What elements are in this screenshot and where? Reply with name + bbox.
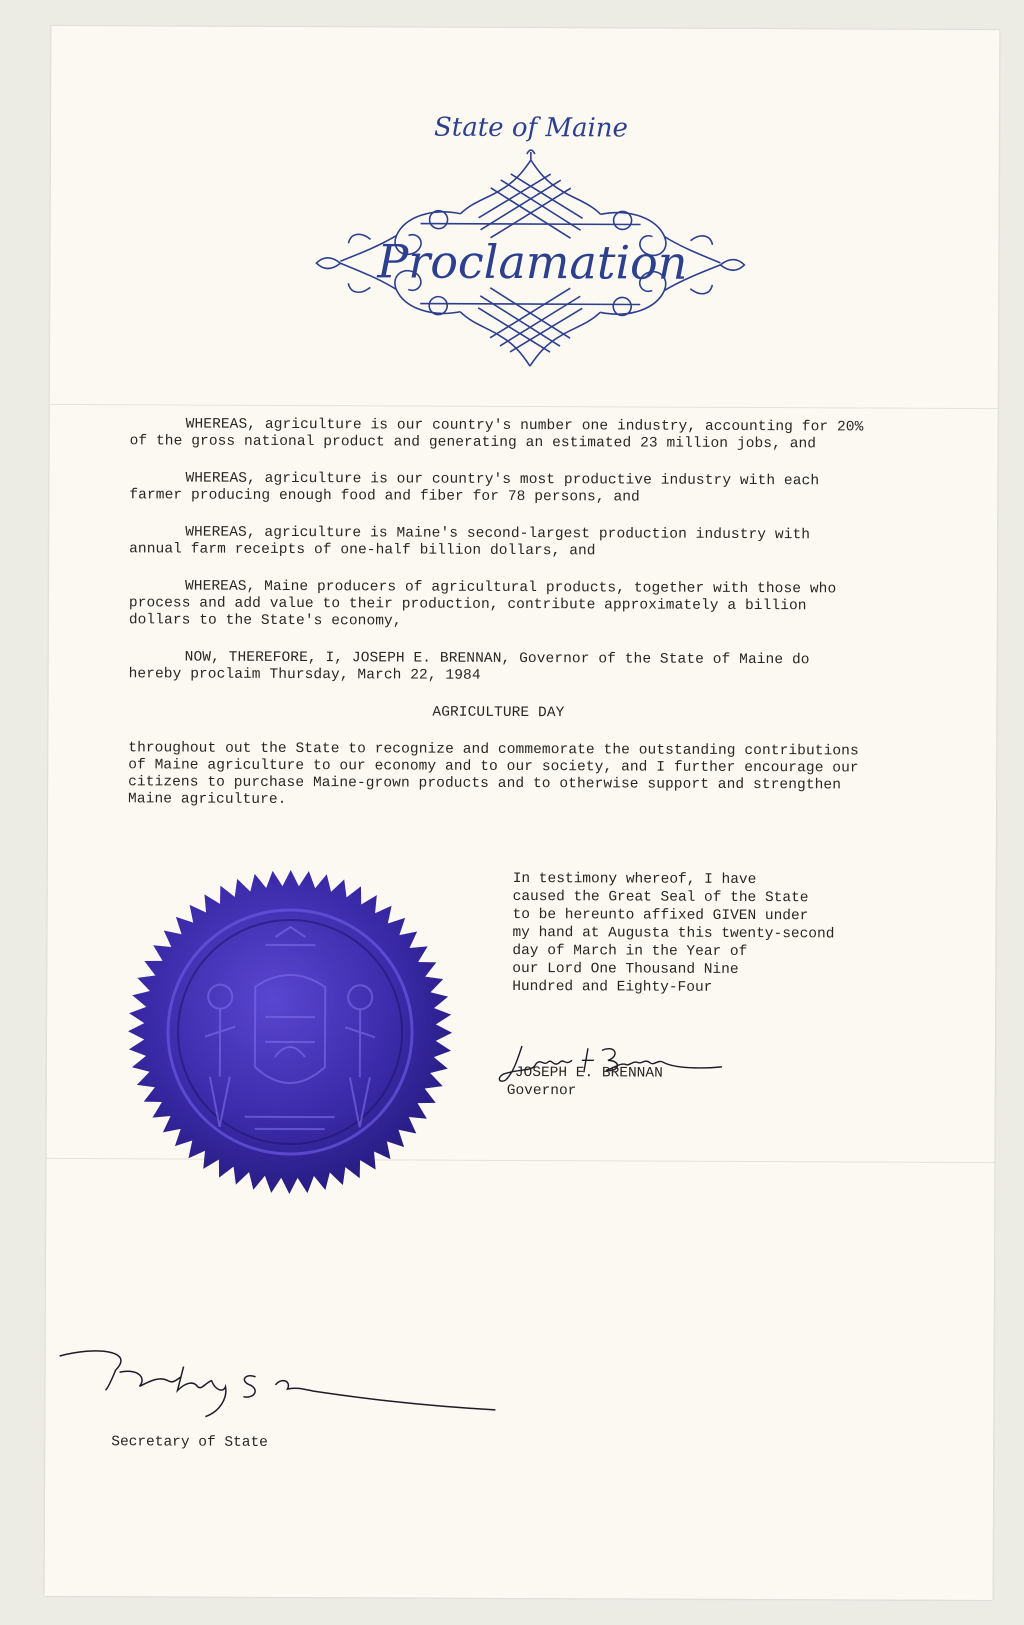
testimony-line: day of March in the Year of <box>512 942 748 960</box>
secretary-signature <box>55 1346 505 1438</box>
great-seal-of-maine <box>124 866 455 1197</box>
whereas-clause: WHEREAS, Maine producers of agricultural products, together with those who process and add value to their production, contribute approximately a billion dollars to the State's economy, <box>128 578 837 630</box>
testimony-line: caused the Great Seal of the State <box>512 888 809 907</box>
proclamation-document <box>45 26 1000 1600</box>
proclamation-header-emblem <box>300 67 761 389</box>
testimony-line: Hundred and Eighty-Four <box>512 978 713 996</box>
whereas-clause: WHEREAS, agriculture is our country's number one industry, accounting for 20% of the gross national product and generating an estimated 23 million jobs, and <box>129 416 864 453</box>
seal-starburst <box>127 869 452 1194</box>
testimony-line: our Lord One Thousand Nine <box>512 960 739 978</box>
testimony-line: my hand at Augusta this twenty-second <box>512 924 835 943</box>
secretary-title: Secretary of State <box>111 1434 268 1451</box>
fold-line <box>50 404 998 409</box>
closing-clause: throughout out the State to recognize and commemorate the outstanding contributions of Maine agriculture to our economy and to our society, and I further encourage our citizens to purchase Maine-grown products and to otherwise support and strengthen Maine agriculture. <box>128 740 859 808</box>
day-title: AGRICULTURE DAY <box>432 704 565 722</box>
proclamation-body <box>128 416 870 831</box>
testimony-line: In testimony whereof, I have <box>512 870 757 889</box>
testimony-line: to be hereunto affixed GIVEN under <box>512 906 809 925</box>
whereas-clause: WHEREAS, agriculture is our country's most productive industry with each farmer producing enough food and fiber for 78 persons, and <box>129 470 820 506</box>
proclamation-title: Proclamation <box>377 234 688 290</box>
whereas-clause: WHEREAS, agriculture is Maine's second-largest production industry with annual farm receipts of one-half billion dollars, and <box>129 524 811 560</box>
testimony-block <box>512 870 858 998</box>
therefore-clause: NOW, THEREFORE, I, JOSEPH E. BRENNAN, Governor of the State of Maine do hereby proclaim Thursday, March 22, 1984 <box>128 649 810 684</box>
state-title: State of Maine <box>433 112 629 144</box>
governor-name: JOSEPH E. BRENNAN <box>514 1064 663 1082</box>
governor-title: Governor <box>506 1082 577 1100</box>
